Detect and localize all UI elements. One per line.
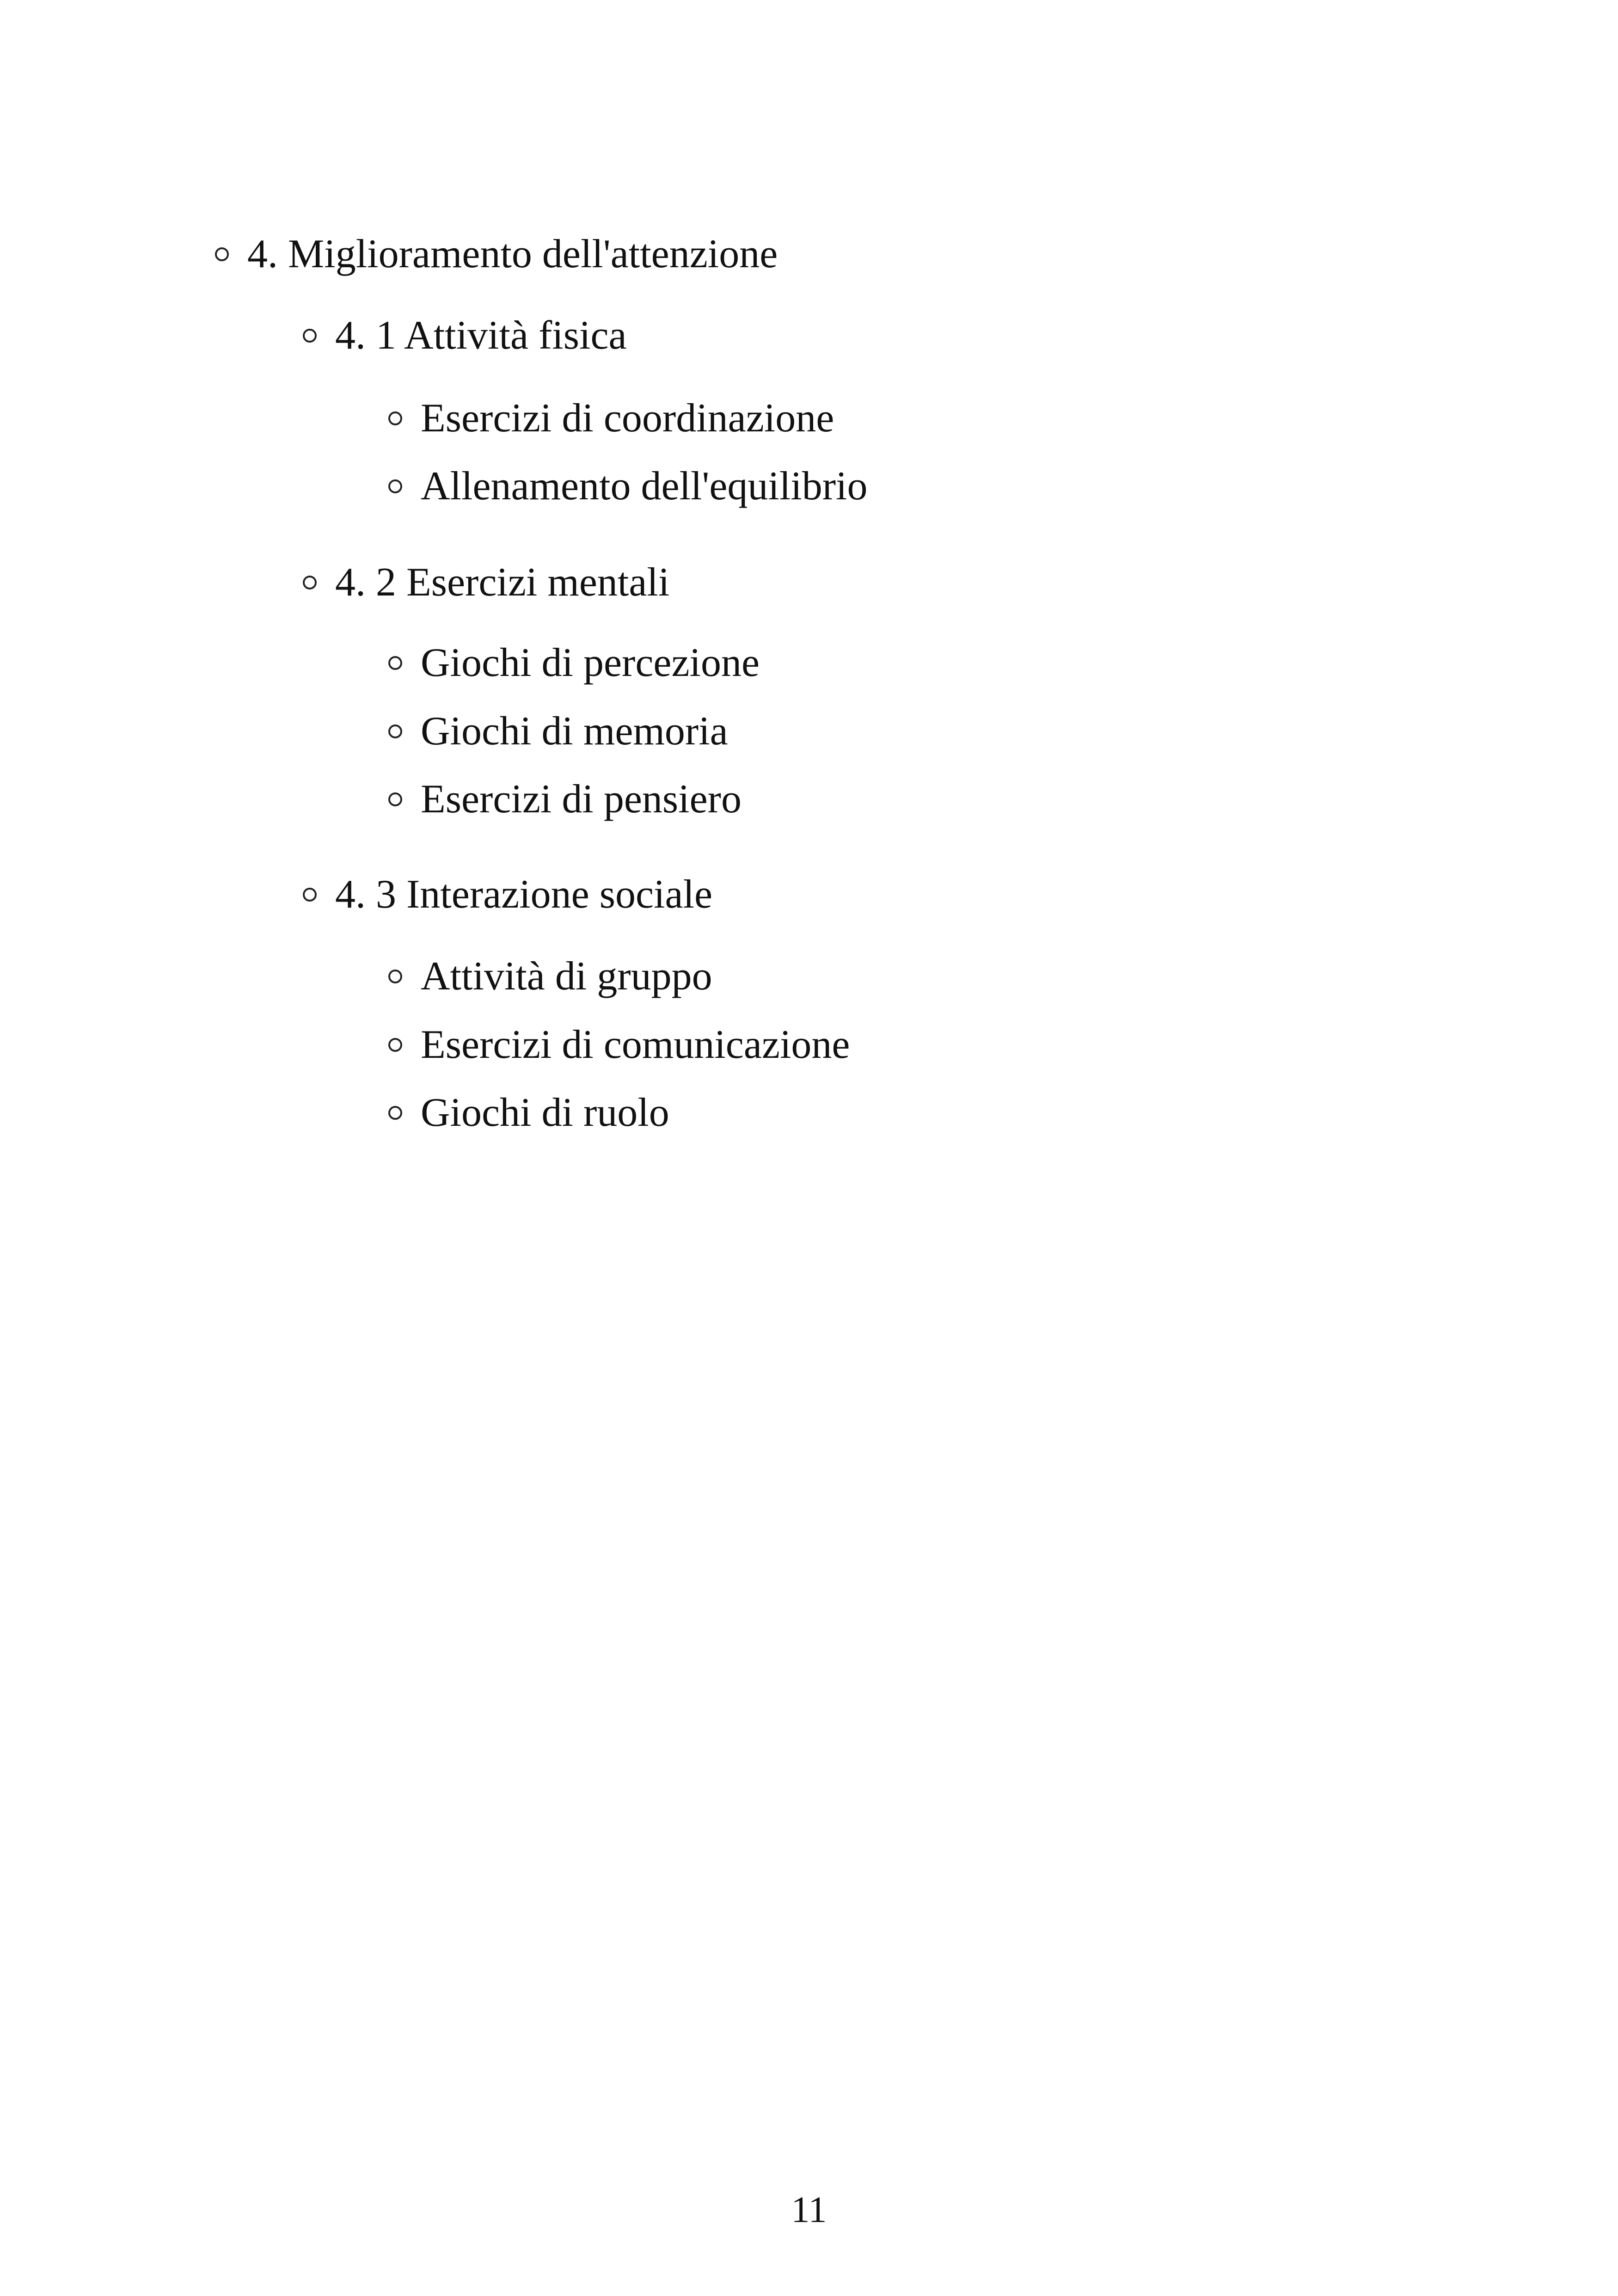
outline-list-item bbox=[388, 953, 712, 1000]
list-item-text: Esercizi di coordinazione bbox=[421, 396, 834, 441]
hollow-circle-bullet-icon bbox=[303, 888, 317, 902]
subsection-title: 4. 1 Attività fisica bbox=[335, 313, 627, 358]
outline-list-item bbox=[388, 463, 868, 510]
list-item-text: Esercizi di comunicazione bbox=[421, 1022, 850, 1067]
subsection-title: 4. 3 Interazione sociale bbox=[335, 872, 713, 917]
outline-list-item bbox=[388, 708, 728, 755]
outline-list-item bbox=[388, 1090, 669, 1136]
hollow-circle-bullet-icon bbox=[388, 792, 402, 806]
list-item-text: Giochi di memoria bbox=[421, 709, 728, 754]
subsection-title: 4. 2 Esercizi mentali bbox=[335, 560, 670, 605]
hollow-circle-bullet-icon bbox=[388, 724, 402, 738]
page-number: 11 bbox=[791, 2190, 827, 2230]
outline-list-item bbox=[388, 395, 834, 442]
outline-subsection-item bbox=[303, 872, 712, 918]
outline-list-item bbox=[388, 1022, 850, 1068]
list-item-text: Attività di gruppo bbox=[421, 954, 712, 999]
hollow-circle-bullet-icon bbox=[388, 1106, 402, 1120]
outline-section-item bbox=[215, 231, 778, 277]
list-item-text: Esercizi di pensiero bbox=[421, 777, 742, 822]
hollow-circle-bullet-icon bbox=[388, 1038, 402, 1052]
outline-list-item bbox=[388, 640, 760, 686]
outline-list-item bbox=[388, 776, 742, 823]
hollow-circle-bullet-icon bbox=[303, 576, 317, 589]
list-item-text: Giochi di percezione bbox=[421, 640, 760, 685]
outline-subsection-item bbox=[303, 313, 627, 359]
section-title: 4. Miglioramento dell'attenzione bbox=[247, 232, 778, 276]
hollow-circle-bullet-icon bbox=[303, 329, 317, 343]
hollow-circle-bullet-icon bbox=[388, 656, 402, 670]
list-item-text: Allenamento dell'equilibrio bbox=[421, 464, 868, 509]
hollow-circle-bullet-icon bbox=[388, 479, 402, 493]
list-item-text: Giochi di ruolo bbox=[421, 1090, 669, 1135]
hollow-circle-bullet-icon bbox=[388, 970, 402, 983]
hollow-circle-bullet-icon bbox=[215, 247, 229, 261]
hollow-circle-bullet-icon bbox=[388, 411, 402, 425]
outline-subsection-item bbox=[303, 559, 669, 606]
